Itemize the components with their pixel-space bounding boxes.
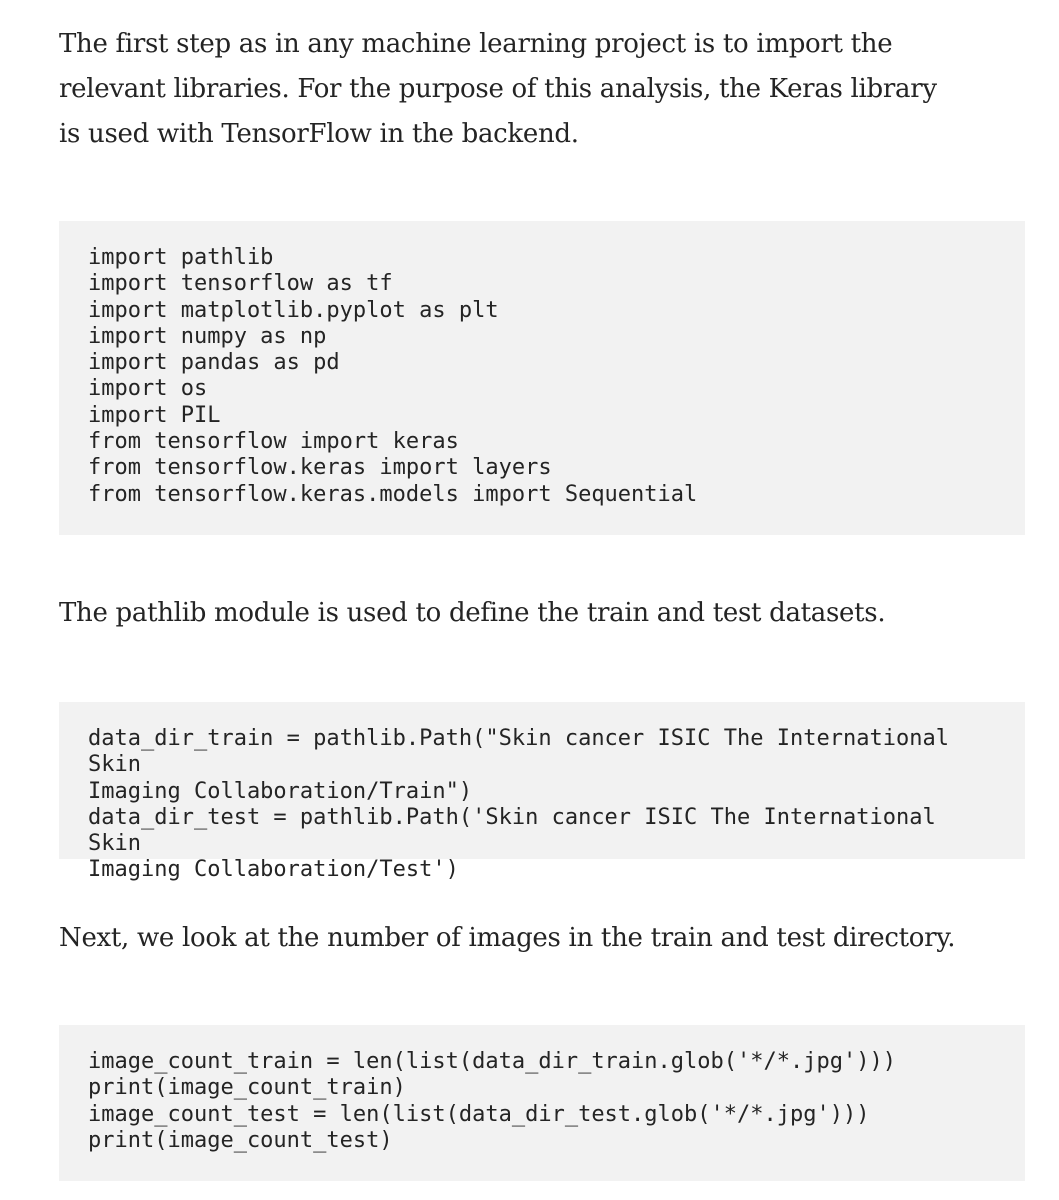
pathlib-paragraph: The pathlib module is used to define the train and test datasets. [59, 598, 886, 628]
intro-paragraph: The first step as in any machine learning project is to import the relevant libraries. For the purpose of this analysis, the Keras library is used with TensorFlow in the backend. [59, 29, 937, 149]
count-paragraph: Next, we look at the number of images in the train and test directory. [59, 923, 956, 953]
counts-code-block [59, 1025, 1025, 1181]
paths-code: data_dir_train = pathlib.Path("Skin cancer ISIC The International Skin Imaging Collaboration/Train") data_dir_test = pathlib.Path('Skin cancer ISIC The International Skin Imaging Collaboration/Test') [88, 726, 949, 883]
imports-code-block [59, 221, 1025, 535]
paths-code-block [59, 702, 1025, 883]
imports-code: import pathlib import tensorflow as tf import matplotlib.pyplot as plt import numpy as np import pandas as pd import os import PIL from tensorflow import keras from tensorflow.keras import layers from tensorflow.keras.models import Sequential [88, 245, 698, 507]
counts-code: image_count_train = len(list(data_dir_train.glob('*/*.jpg'))) print(image_count_train) image_count_test = len(list(data_dir_test.glob('*/*.jpg'))) print(image_count_test) [88, 1049, 896, 1153]
